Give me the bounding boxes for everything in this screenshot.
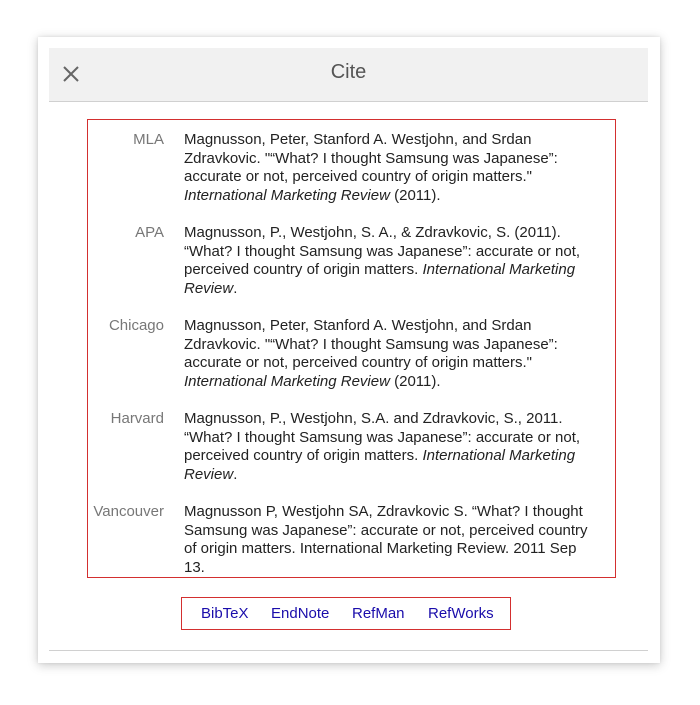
citation-line: Magnusson, P., Westjohn, S.A. and Zdravkovic, S., 2011. bbox=[184, 410, 563, 427]
citation-style-label: Chicago bbox=[108, 317, 164, 334]
citation-line: Zdravkovic. "“What? I thought Samsung was Japanese”: bbox=[184, 335, 558, 353]
citation-line: 13. bbox=[184, 558, 205, 576]
export-links bbox=[181, 597, 511, 630]
export-endnote-link[interactable]: EndNote bbox=[271, 605, 330, 622]
export-bibtex-link[interactable]: BibTeX bbox=[201, 605, 249, 622]
citation-text[interactable] bbox=[184, 131, 558, 205]
citation-line: “What? I thought Samsung was Japanese”: accurate or not, bbox=[184, 428, 581, 446]
citation-line: International Marketing Review (2011). bbox=[184, 186, 441, 204]
citation-line: International Marketing Review (2011). bbox=[184, 372, 441, 390]
citation-line: “What? I thought Samsung was Japanese”: accurate or not, bbox=[184, 242, 581, 260]
citation-line: of origin matters. International Marketing Review. 2011 Sep bbox=[184, 540, 577, 558]
citation-text[interactable] bbox=[184, 224, 580, 298]
citation-line: Zdravkovic. "“What? I thought Samsung was Japanese”: bbox=[184, 149, 558, 167]
dialog-title: Cite bbox=[330, 61, 367, 83]
citation-line: accurate or not, perceived country of origin matters." bbox=[184, 168, 532, 186]
citation-line: Review. bbox=[184, 279, 238, 297]
citation-line: Review. bbox=[184, 465, 238, 483]
citation-line: Magnusson, Peter, Stanford A. Westjohn, and Srdan bbox=[184, 317, 532, 334]
citation-line: Magnusson P, Westjohn SA, Zdravkovic S. “What? I thought bbox=[184, 503, 583, 520]
citation-style-label: APA bbox=[135, 224, 164, 241]
export-refworks-link[interactable]: RefWorks bbox=[428, 605, 494, 622]
citation-style-label: Vancouver bbox=[93, 503, 164, 520]
cite-dialog bbox=[38, 37, 660, 663]
citation-line: Magnusson, P., Westjohn, S. A., & Zdravkovic, S. (2011). bbox=[184, 224, 561, 241]
export-refman-link[interactable]: RefMan bbox=[352, 605, 405, 622]
citation-list bbox=[87, 119, 616, 578]
citation-line: perceived country of origin matters. International Marketing bbox=[184, 447, 576, 465]
citation-line: accurate or not, perceived country of origin matters." bbox=[184, 354, 532, 372]
dialog-header bbox=[49, 48, 648, 102]
citation-style-label: Harvard bbox=[110, 410, 164, 427]
footer-divider bbox=[49, 650, 648, 651]
citation-text[interactable] bbox=[184, 410, 580, 484]
citation-line: Magnusson, Peter, Stanford A. Westjohn, and Srdan bbox=[184, 131, 532, 148]
citation-style-label: MLA bbox=[133, 131, 164, 148]
citation-text[interactable] bbox=[184, 317, 558, 391]
citation-line: perceived country of origin matters. International Marketing bbox=[184, 261, 576, 279]
citation-text[interactable] bbox=[184, 503, 588, 577]
citation-line: Samsung was Japanese”: accurate or not, perceived country bbox=[184, 521, 588, 539]
